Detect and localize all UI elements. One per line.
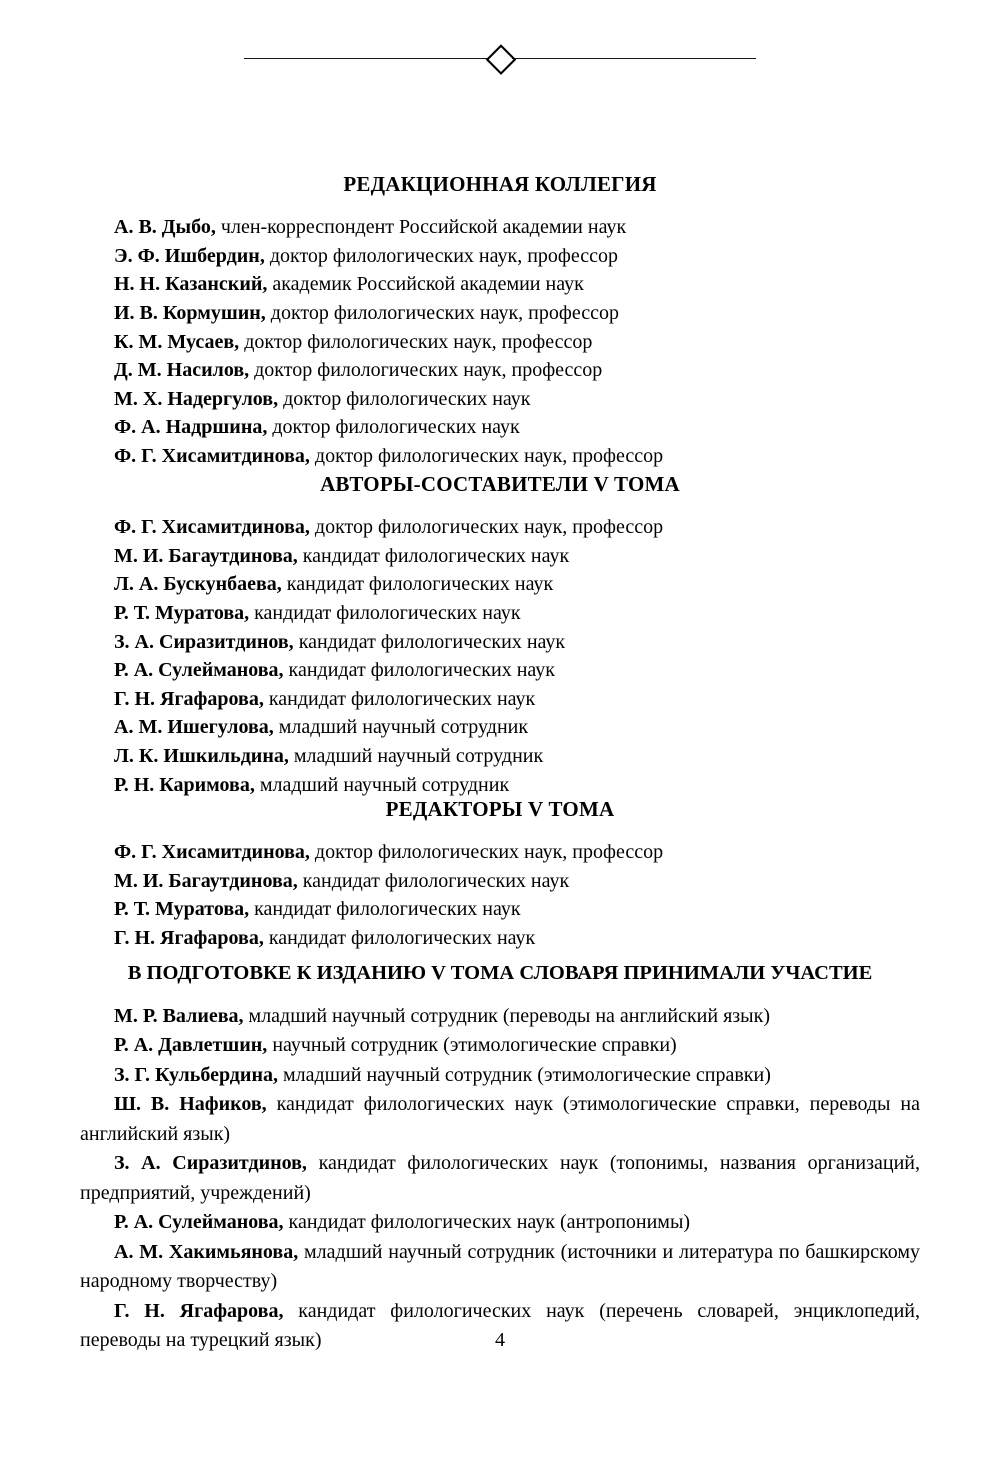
person-name: А. М. Хакимьянова, bbox=[114, 1240, 299, 1263]
person-name: Р. А. Сулейманова, bbox=[114, 1211, 284, 1234]
person-title: доктор филологических наук bbox=[272, 416, 520, 439]
person-title: кандидат филологических наук bbox=[254, 898, 521, 921]
person-title: кандидат филологических наук bbox=[268, 926, 536, 949]
person-title: доктор филологических наук, профессор bbox=[269, 244, 619, 267]
list-item bbox=[80, 242, 920, 271]
list-item bbox=[80, 867, 920, 896]
list-item bbox=[80, 628, 920, 657]
person-name: Ф. Г. Хисамитдинова, bbox=[114, 841, 310, 864]
list-authors bbox=[80, 513, 920, 799]
list-item bbox=[80, 895, 920, 924]
person-name: З. А. Сиразитдинов, bbox=[114, 630, 294, 653]
person-name: М. И. Багаутдинова, bbox=[114, 544, 298, 567]
list-item bbox=[80, 771, 920, 800]
person-title: доктор филологических наук, профессор bbox=[314, 516, 664, 539]
person-title: академик Российской академии наук bbox=[272, 273, 584, 296]
person-title: доктор филологических наук, профессор bbox=[314, 444, 664, 467]
person-name: К. М. Мусаев, bbox=[114, 330, 240, 353]
person-title: доктор филологических наук, профессор bbox=[254, 359, 603, 382]
person-name: Ф. Г. Хисамитдинова, bbox=[114, 516, 310, 539]
person-name: Н. Н. Казанский, bbox=[114, 273, 268, 296]
person-title: младший научный сотрудник bbox=[278, 716, 529, 739]
person-name: Р. Т. Муратова, bbox=[114, 601, 250, 624]
person-name: М. Р. Валиева, bbox=[114, 1004, 244, 1027]
list-item bbox=[80, 685, 920, 714]
person-title: кандидат филологических наук (перечень словарей, энциклопедий, переводы на турецкий язык) bbox=[80, 1299, 920, 1352]
ornament-divider bbox=[0, 34, 1000, 79]
list-editorial-board bbox=[80, 213, 920, 470]
person-title: кандидат филологических наук (этимологические справки, переводы на английский язык) bbox=[80, 1093, 921, 1145]
list-item bbox=[80, 924, 920, 953]
list-item bbox=[80, 713, 920, 742]
list-item bbox=[80, 1002, 920, 1032]
section-editors bbox=[80, 797, 920, 953]
list-item bbox=[80, 213, 920, 242]
list-item bbox=[80, 299, 920, 328]
person-title: кандидат филологических наук bbox=[302, 869, 570, 892]
list-item bbox=[80, 513, 920, 542]
list-item bbox=[80, 385, 920, 414]
person-name: Д. М. Насилов, bbox=[114, 359, 250, 382]
person-title: доктор филологических наук, профессор bbox=[270, 301, 619, 324]
page-number: 4 bbox=[495, 1329, 505, 1351]
person-name: Ш. В. Нафиков, bbox=[114, 1093, 267, 1116]
heading-authors: АВТОРЫ-СОСТАВИТЕЛИ V ТОМА bbox=[320, 472, 680, 496]
person-title: кандидат филологических наук bbox=[298, 630, 566, 653]
person-title: кандидат филологических наук bbox=[254, 601, 521, 624]
list-item bbox=[80, 1031, 920, 1061]
person-name: Л. К. Ишкильдина, bbox=[114, 744, 289, 767]
list-item bbox=[80, 742, 920, 771]
list-item bbox=[80, 599, 920, 628]
person-name: Г. Н. Ягафарова, bbox=[114, 687, 264, 710]
list-item bbox=[80, 413, 920, 442]
person-title: младший научный сотрудник (переводы на английский язык) bbox=[248, 1004, 770, 1027]
person-title: кандидат филологических наук bbox=[288, 659, 555, 682]
person-name: И. В. Кормушин, bbox=[114, 301, 266, 324]
person-name: Ф. А. Надршина, bbox=[114, 416, 268, 439]
person-name: Г. Н. Ягафарова, bbox=[114, 1299, 284, 1322]
person-title: член-корреспондент Российской академии наук bbox=[220, 216, 627, 239]
person-name: Р. Т. Муратова, bbox=[114, 898, 250, 921]
heading-editors: РЕДАКТОРЫ V ТОМА bbox=[385, 797, 615, 821]
person-title: кандидат филологических наук bbox=[268, 687, 536, 710]
person-title: кандидат филологических наук bbox=[286, 573, 554, 596]
person-name: А. В. Дыбо, bbox=[114, 216, 216, 239]
person-title: младший научный сотрудник (этимологические справки) bbox=[282, 1063, 771, 1086]
person-title: доктор филологических наук, профессор bbox=[244, 330, 593, 353]
person-name: Р. А. Давлетшин, bbox=[114, 1034, 268, 1057]
person-name: Г. Н. Ягафарова, bbox=[114, 926, 264, 949]
diamond-ornament-icon: ◇ bbox=[485, 34, 515, 79]
person-title: младший научный сотрудник bbox=[259, 773, 510, 796]
list-item bbox=[80, 542, 920, 571]
list-item bbox=[80, 270, 920, 299]
person-title: научный сотрудник (этимологические справки) bbox=[272, 1034, 677, 1057]
person-title: кандидат филологических наук (топонимы, названия организаций, предприятий, учреждений) bbox=[80, 1152, 921, 1204]
list-item bbox=[80, 656, 920, 685]
heading-contributors: В ПОДГОТОВКЕ К ИЗДАНИЮ V ТОМА СЛОВАРЯ ПРИНИМАЛИ УЧАСТИЕ bbox=[127, 962, 873, 984]
person-title: младший научный сотрудник bbox=[293, 744, 544, 767]
person-name: Л. А. Бускунбаева, bbox=[114, 573, 282, 596]
list-item bbox=[80, 442, 920, 471]
heading-editorial-board: РЕДАКЦИОННАЯ КОЛЛЕГИЯ bbox=[343, 172, 657, 196]
person-name: А. М. Ишегулова, bbox=[114, 716, 274, 739]
list-contributors bbox=[80, 1002, 920, 1356]
person-name: Э. Ф. Ишбердин, bbox=[114, 244, 265, 267]
list-item bbox=[80, 356, 920, 385]
ornament-rule-right bbox=[512, 58, 756, 59]
list-item bbox=[80, 570, 920, 599]
person-title: доктор филологических наук, профессор bbox=[314, 841, 664, 864]
ornament-rule-left bbox=[244, 58, 488, 59]
person-name: Р. А. Сулейманова, bbox=[114, 659, 284, 682]
person-title: доктор филологических наук bbox=[283, 387, 531, 410]
person-title: кандидат филологических наук bbox=[302, 544, 570, 567]
list-item bbox=[80, 1208, 920, 1238]
list-item bbox=[80, 328, 920, 357]
list-item bbox=[80, 838, 920, 867]
person-name: М. И. Багаутдинова, bbox=[114, 869, 298, 892]
person-name: З. Г. Кульбердина, bbox=[114, 1063, 278, 1086]
person-name: Ф. Г. Хисамитдинова, bbox=[114, 444, 310, 467]
list-item bbox=[80, 1061, 920, 1091]
list-item bbox=[80, 1090, 920, 1149]
section-contributors bbox=[80, 961, 920, 1356]
list-item bbox=[80, 1149, 920, 1208]
person-name: Р. Н. Каримова, bbox=[114, 773, 255, 796]
person-name: М. Х. Надергулов, bbox=[114, 387, 279, 410]
person-title: кандидат филологических наук (антропонимы) bbox=[288, 1211, 691, 1234]
section-authors bbox=[80, 472, 920, 799]
section-editorial-board bbox=[80, 172, 920, 471]
person-name: З. А. Сиразитдинов, bbox=[114, 1152, 307, 1175]
person-title: младший научный сотрудник (источники и литература по башкирскому народному творчеству) bbox=[80, 1240, 921, 1293]
list-item bbox=[80, 1238, 920, 1297]
list-editors bbox=[80, 838, 920, 952]
